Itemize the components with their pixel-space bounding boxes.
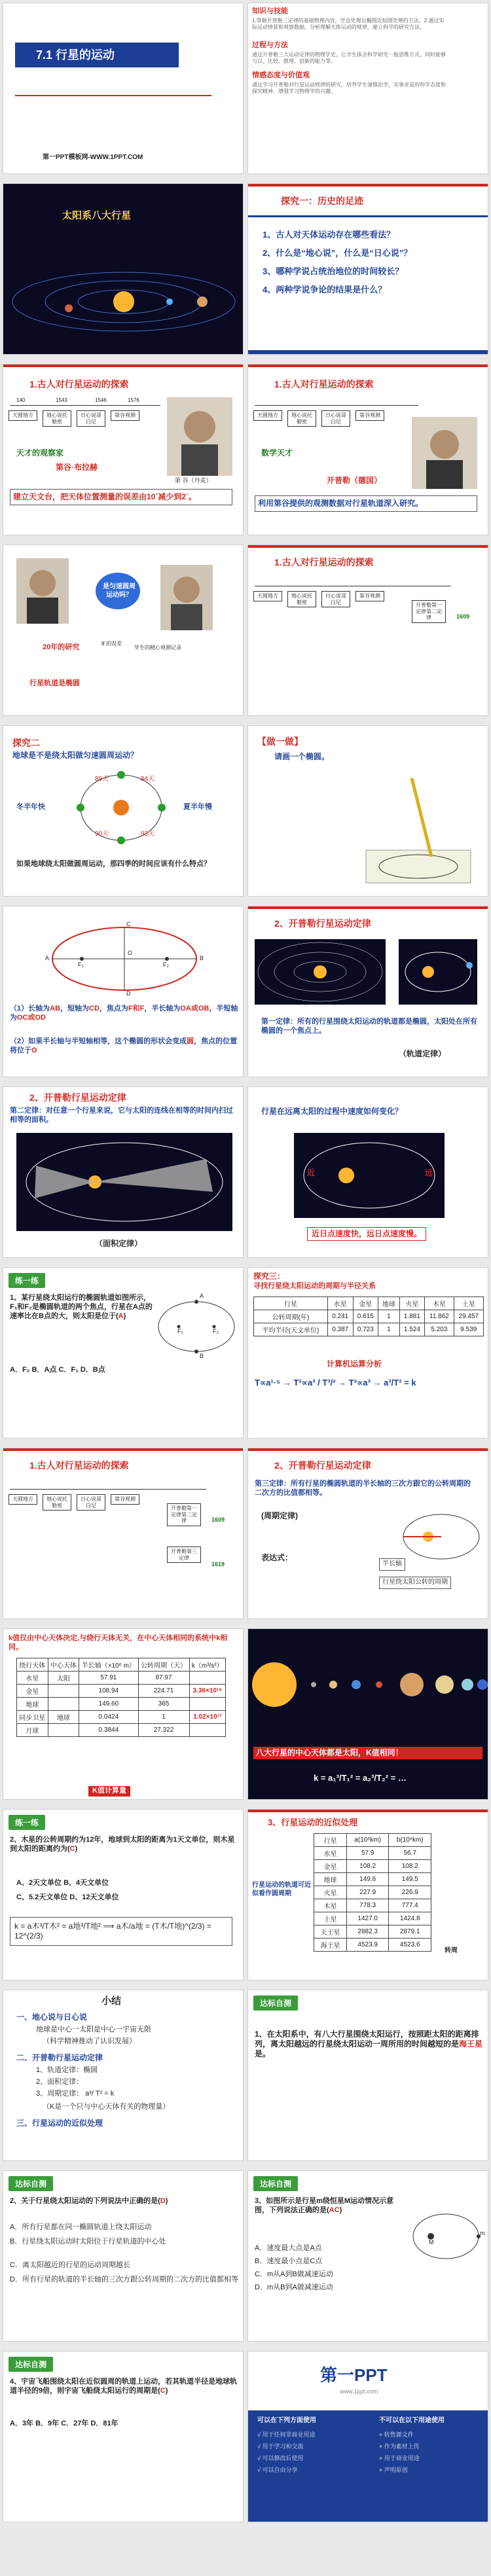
top-bar	[248, 1448, 488, 1451]
heading-process: 过程与方法	[252, 41, 288, 49]
slide-practice2	[3, 1809, 244, 1980]
slide-heading: 2、开普勒行星运动定律	[274, 918, 371, 929]
top-bar	[3, 365, 243, 367]
label: 天才的观察家	[16, 448, 64, 457]
slide-timeline-1609	[247, 545, 488, 716]
slide-heading: 1.古人对行星运动的探索	[274, 379, 374, 389]
top-bar	[248, 184, 488, 187]
law-text: 第三定律：所有行星的椭圆轨道的半长轴的三次方跟它的公转周期的二次方的比值都相等。	[255, 1480, 471, 1497]
point-label: F₁	[78, 961, 84, 968]
label: 毕生的精心观测记录	[134, 645, 181, 651]
question-4: 4、两种学说争论的结果是什么？	[263, 285, 387, 295]
label: 夏半年慢	[183, 803, 212, 811]
slide-heading: 2、开普勒行星运动定律	[29, 1092, 126, 1103]
area-law-image	[16, 1133, 232, 1231]
option: C．m从A到B做减速运动	[255, 2270, 333, 2278]
summary-line: （K是一个只与中心天体有关的物理量）	[43, 2103, 170, 2111]
timeline-box: 地心说托勒密	[43, 1494, 71, 1511]
slide-explore2	[3, 725, 244, 897]
ellipse-q1: （1）长轴为AB，短轴为CD，焦点为F和F，半长轴为OA或OB，半短轴为OC或OD	[10, 1005, 238, 1022]
point-label: O	[128, 950, 133, 956]
point-label: m	[480, 2230, 485, 2236]
timeline-box: 日心说哥白尼	[77, 410, 105, 427]
timeline-box: 天圆地方	[9, 410, 37, 421]
k-table: 绕行天体 中心天体 半长轴（×10⁶ m） 公转周期（天） k（m³/s²） 水星 太阳 57.91 87.97 金星 108.94 224.71 3.36×10¹⁸ 地球 149.60 365 同步卫星 地球 0.0424 1 1.02×10¹³ 月球 0.3844 27.322	[16, 1658, 226, 1737]
year-label: 1609	[456, 613, 470, 620]
question-3: 3、哪种学说占统治地位的时间较长？	[263, 266, 404, 276]
top-bar	[248, 365, 488, 367]
slide-draw-ellipse	[247, 725, 488, 897]
answer-box: 近日点速度快，远日点速度慢。	[307, 1227, 426, 1241]
point-label: F₁	[177, 1328, 183, 1334]
slide-explore3	[247, 1267, 488, 1439]
point-label: A	[45, 955, 50, 961]
question-text: 2、关于行星绕太阳运动的下列说法中正确的是(D)	[10, 2197, 168, 2205]
slide-research	[3, 545, 244, 716]
point-label: D	[126, 990, 131, 997]
point-label: F₂	[213, 1328, 219, 1334]
para-process: 通过开普勒三大运动定律的物理学史，让学生体会科学研究一般思维方式，同时能够与以、比较、推理、创新的能力等。	[252, 52, 446, 64]
timeline-box: 第谷观测	[355, 410, 384, 421]
practice-tag: 练一练	[9, 1815, 45, 1830]
option: B．行星绕太阳运动时太阳位于行星轨道的中心处	[10, 2238, 166, 2245]
timeline-box: 地心说托勒密	[287, 410, 316, 427]
timeline-box: 天圆地方	[9, 1494, 37, 1505]
timeline-axis	[255, 405, 418, 406]
slide-objectives	[247, 3, 488, 174]
slide-approximation	[247, 1809, 488, 1980]
point-label: A	[200, 1293, 204, 1299]
axis-table: 行星 a(10⁶km) b(10⁶km) 水星 57.9 56.7 金星 108.2 108.2 地球 149.6 149.5 火星 227.9 226.9 木星 778.3 777.4 土星 1427.0 1424.8 天王星 2882.3 2879.1 海王星 4523.9 4523.6	[314, 1833, 431, 1952]
point-label: B	[200, 1353, 204, 1359]
option: D．m从B到A做减速运动	[255, 2283, 333, 2291]
timeline-box: 地心说托勒密	[43, 410, 71, 427]
panel-heading: 可以在下列方面使用	[257, 2417, 316, 2424]
list-item: √ 用于任何非商业用途	[257, 2431, 316, 2438]
year-140: 140	[16, 397, 26, 403]
list-item: × 作为素材上传	[379, 2443, 420, 2450]
point-label: B	[200, 955, 204, 961]
timeline-box: 开普勒第三定律	[167, 1547, 201, 1563]
options: A．F₂ B．A点 C．F₁ D．B点	[10, 1366, 105, 1374]
slide-heading: 探究二	[12, 738, 40, 748]
orbits-image	[255, 939, 386, 1005]
list-item: × 转售源文件	[379, 2431, 414, 2438]
law-text: 第一定律：所有的行星围绕太阳运动的轨道都是椭圆，太阳处在所有椭圆的一个焦点上。	[261, 1018, 477, 1035]
orbit-diagram	[69, 765, 173, 850]
near-label: 近	[307, 1168, 316, 1177]
note: k值仅由中心天体决定,与绕行天体无关，在中心天体相同的系统中k相同。	[9, 1634, 228, 1651]
speed-diagram	[294, 1133, 445, 1218]
ellipse-q2: （2）如果半长轴与半短轴相等，这个椭圆的形状会变成圆，焦点的位置将位于O	[10, 1037, 238, 1054]
year-label: 1609	[211, 1516, 225, 1523]
slide-heading: 【做一做】	[257, 736, 303, 747]
slide-practice1	[3, 1267, 244, 1439]
para-skills: 1.掌握开普勒三定律的基础物理内容，学会处理以椭圆近似圆处理的方法。2.通过实际运动情景和观察数据，分析理解天体运动的规律，建立科学的研究方法。	[252, 18, 445, 30]
slide-test2	[3, 2170, 244, 2342]
formula-box: k = a木³/T木² = a地³/T地² ⟹ a木/a地 = (T木/T地)^(2/3) = 12^(2/3)	[10, 1917, 232, 1946]
slide-subheading: 寻找行星绕太阳运动的周期与半径关系	[253, 1282, 376, 1290]
bottom-bar	[248, 350, 488, 354]
portrait-caption: 第 谷（丹麦）	[175, 477, 212, 484]
timeline-box: 地心说托勒密	[287, 591, 316, 607]
timeline-box: 第谷观测	[111, 410, 139, 421]
period-table: 行星 水星 金星 地球 火星 木星 土星 公转周期(年) 0.241 0.615 1 1.881 11.862 29.457 平均半径(天文单位) 0.387 0.723 1 1.524 5.203 9.539	[253, 1297, 484, 1336]
timeline-box: 天圆地方	[253, 591, 282, 601]
top-bar	[248, 906, 488, 909]
analysis-label: 计算机运算分析	[327, 1359, 382, 1368]
bottom-label: K值计算量	[88, 1786, 130, 1797]
list-item: √ 可以自由分享	[257, 2467, 298, 2473]
year-1546: 1546	[95, 397, 107, 403]
ellipse-drawing	[359, 765, 477, 889]
person-name: 第谷·布拉赫	[56, 463, 98, 472]
slide-timeline-1619	[3, 1448, 244, 1619]
slide-heading: 1.古人对行星运动的探索	[29, 379, 129, 389]
heading-skills: 知识与技能	[252, 7, 288, 15]
slide-end	[247, 2351, 488, 2522]
slide-heading: 1.古人对行星运动的探索	[274, 557, 374, 567]
brand-url: www.1ppt.com	[340, 2388, 378, 2395]
person-name: 开普勒（德国）	[327, 476, 382, 485]
top-bar	[3, 1448, 243, 1451]
summary-line: 2、面积定律：	[36, 2078, 84, 2086]
description-box: 建立天文台，把天体位置测量的误差由10´减少到2´。	[10, 489, 232, 505]
practice-tag: 练一练	[9, 1273, 45, 1288]
slide-kepler	[247, 364, 488, 535]
law-name: （面积定律）	[95, 1239, 143, 1248]
instruction: 请画一个椭圆。	[274, 752, 330, 761]
slide-tycho	[3, 364, 244, 535]
timeline-box: 日心说哥白尼	[77, 1494, 105, 1511]
timeline-box: 日心说哥白尼	[321, 410, 350, 427]
timeline-box: 日心说哥白尼	[321, 591, 350, 607]
formula: T∝a¹·⁵ → T²∝a³ / T³/² → T²∝a³ → a³/T² = k	[255, 1378, 416, 1387]
orbit-diagram	[409, 2204, 484, 2269]
option: A．速度最大点是A点	[255, 2244, 322, 2252]
list-item: √ 可以修改后使用	[257, 2455, 304, 2461]
summary-line: 二、开普勒行星运动定律	[16, 2053, 103, 2062]
slide-heading: 1.古人对行星运动的探索	[29, 1460, 129, 1471]
summary-line: 1、轨道定律：椭圆	[36, 2066, 98, 2074]
law-text: 第二定律：对任意一个行星来说，它与太阳的连线在相等的时间内扫过相等的面积。	[10, 1107, 233, 1124]
panel-heading: 不可以在以下用途使用	[379, 2417, 445, 2424]
ellipse-diagram	[154, 1294, 239, 1359]
bottom-question: 如果地球绕太阳做圆周运动，那四季的时间应该有什么特点？	[16, 860, 211, 868]
question-text: 1、在太阳系中，有八大行星围绕太阳运行，按照距太阳的距离排列，离太阳越远的行星绕太阳运动一周所用的时间越短的是海王星是。	[255, 2030, 483, 2058]
label: 冬半年快	[16, 803, 45, 811]
slide-heading: 探究一：历史的足迹	[281, 196, 363, 206]
site-text: 第一PPT模板网-WWW.1PPT.COM	[43, 154, 143, 161]
summary-line: 三、行星运动的近似处理	[16, 2119, 103, 2128]
portrait-image	[160, 565, 213, 630]
slide-law3	[247, 1448, 488, 1619]
list-item: × 用于商业用途	[379, 2455, 420, 2461]
portrait-image	[167, 397, 232, 476]
divider	[248, 215, 488, 217]
days-label: 94天	[141, 776, 155, 783]
test-tag: 达标自测	[253, 1995, 298, 2011]
timeline-box: 第谷观测	[355, 591, 384, 601]
slide-heading: 3、行星运动的近似处理	[268, 1817, 358, 1827]
summary-line: 3、周期定律： a³/ T² = k	[36, 2090, 115, 2098]
caption-box: 半长轴	[379, 1558, 405, 1571]
option: D．所有行星的轨道的半长轴的三次方跟公转周期的二次方的比值都相等	[10, 2276, 238, 2283]
options: A．3年 B．9年 C．27年 D．81年	[10, 2420, 118, 2427]
timeline-axis	[10, 405, 160, 406]
slide-test4	[3, 2351, 244, 2522]
highlight-text: 八大行星的中心天体都是太阳，K值相同！	[253, 1747, 482, 1759]
description-box: 利用第谷提供的观测数据对行星轨道深入研究。	[255, 495, 477, 512]
option: A．所有行星都在同一椭圆轨道上绕太阳运动	[10, 2223, 152, 2231]
portrait-image	[412, 417, 477, 489]
top-bar	[248, 545, 488, 548]
top-bar	[248, 1810, 488, 1812]
list-item: × 声明原创	[379, 2467, 408, 2473]
title-text: 7.1 行星的运动	[36, 48, 115, 62]
summary-line: （科学精神推动了认识发展）	[43, 2037, 136, 2045]
options-row: A、2天文单位 B、4天文单位	[16, 1879, 109, 1887]
question-2: 2、什么是“地心说”，什么是“日心说”？	[263, 248, 412, 258]
law-name: （轨道定律）	[399, 1049, 446, 1058]
bubble-text: 是匀速圆周运动吗？	[103, 583, 136, 599]
far-label: 远	[425, 1168, 433, 1177]
side-note: 行星运动的轨道可近似看作圆周期	[252, 1882, 311, 1897]
slide-ellipse-parts	[3, 906, 244, 1077]
label: 数学天才	[261, 448, 293, 457]
result-text: 行星轨道是椭圆	[29, 679, 80, 687]
point-label: M	[429, 2239, 434, 2245]
slide-planets	[247, 1628, 488, 1800]
slide-title	[3, 3, 244, 174]
question-text: 3、如图所示是行星m绕恒星M运动情况示意图，下列说法正确的是(AC)	[255, 2197, 394, 2214]
label: 20年的研究	[43, 643, 80, 651]
options-row: C、5.2天文单位 D、12天文单位	[16, 1893, 119, 1901]
slide-test3	[247, 2170, 488, 2342]
timeline-box: 天圆地方	[253, 410, 282, 421]
expression-label: 表达式：	[261, 1553, 293, 1562]
solar-system-image	[3, 230, 244, 354]
timeline-box: 第谷观测	[111, 1494, 139, 1505]
law-name: (周期定律)	[261, 1511, 298, 1520]
year-1543: 1543	[56, 397, 67, 403]
para-attitude: 通过学习开普勒对行星运动规律的研究，培养学生谨慎治学，实事求是的科学态度和探究精神，增强学习物理学的兴趣。	[252, 82, 446, 94]
option: C．离太阳越近的行星的运动周期越长	[10, 2261, 130, 2269]
label: 8´的误差	[101, 641, 122, 647]
test-tag: 达标自测	[9, 2357, 53, 2372]
test-tag: 达标自测	[253, 2176, 298, 2191]
ellipse-diagram	[43, 920, 206, 998]
days-label: 89天	[95, 776, 109, 783]
side-note: 转周	[445, 1947, 458, 1954]
summary-line: 一、地心说与日心说	[16, 2012, 88, 2022]
days-label: 93天	[141, 831, 155, 838]
question: 行星在远离太阳的过程中速度如何变化？	[261, 1107, 403, 1116]
point-label: C	[126, 921, 131, 927]
slide-test1	[247, 1990, 488, 2161]
slide-speed	[247, 1086, 488, 1258]
slide-law1	[247, 906, 488, 1077]
question-text: 2、木星的公转周期约为12年，地球到太阳的距离为1天文单位，则木星到太阳的距离约为(C)	[10, 1836, 235, 1853]
slide-heading: 小结	[101, 1995, 122, 2007]
portrait-image	[16, 558, 69, 624]
option: B．速度最小点是C点	[255, 2257, 323, 2265]
list-item: √ 用于学习和交流	[257, 2443, 304, 2450]
timeline-axis	[10, 1489, 206, 1490]
slide-summary	[3, 1990, 244, 2161]
ellipse-diagram	[399, 1507, 484, 1566]
caption-box: 行星绕太阳公转的周期	[379, 1577, 451, 1589]
slide-explore1	[247, 183, 488, 355]
timeline-box: 开普勒第一定律第二定律	[412, 600, 446, 623]
sun-earth-image	[399, 939, 477, 1005]
timeline-box: 开普勒第一定律第二定律	[167, 1503, 201, 1526]
summary-line: 地球是中心一太阳是中心一宇宙无限	[36, 2026, 151, 2033]
slide-law2	[3, 1086, 244, 1258]
heading-attitude: 情感态度与价值观	[252, 71, 310, 79]
slide-heading: 探究三：	[253, 1272, 285, 1281]
question-1: 1、古人对天体运动存在哪些看法？	[263, 230, 395, 240]
question-text: 4、宇宙飞船围绕太阳在近似圆周的轨道上运动，若其轨道半径是地球轨道半径的9倍，则宇宙飞船绕太阳运行的周期是(C)	[10, 2378, 238, 2395]
divider	[15, 95, 211, 96]
point-label: F₂	[163, 961, 169, 968]
question: 地球是不是绕太阳做匀速圆周运动？	[12, 751, 139, 760]
question-text: 1、某行星绕太阳运行的椭圆轨道如图所示，F₁和F₂是椭圆轨道的两个焦点，行星在A点的速率比在B点的大，则太阳是位于(A)	[10, 1294, 153, 1320]
year-label: 1619	[211, 1561, 225, 1567]
formula: k = a₁³/T₁² = a₂³/T₂² = …	[314, 1773, 407, 1783]
days-label: 90天	[95, 831, 109, 838]
year-1576: 1576	[128, 397, 139, 403]
slide-k-table	[3, 1628, 244, 1800]
slide-heading: 太阳系八大行星	[62, 210, 132, 221]
brand-logo: 第一PPT	[320, 2365, 388, 2385]
test-tag: 达标自测	[9, 2176, 53, 2191]
planets-image	[248, 1629, 488, 1740]
slide-solar-system	[3, 183, 244, 355]
slide-heading: 2、开普勒行星运动定律	[274, 1460, 371, 1471]
